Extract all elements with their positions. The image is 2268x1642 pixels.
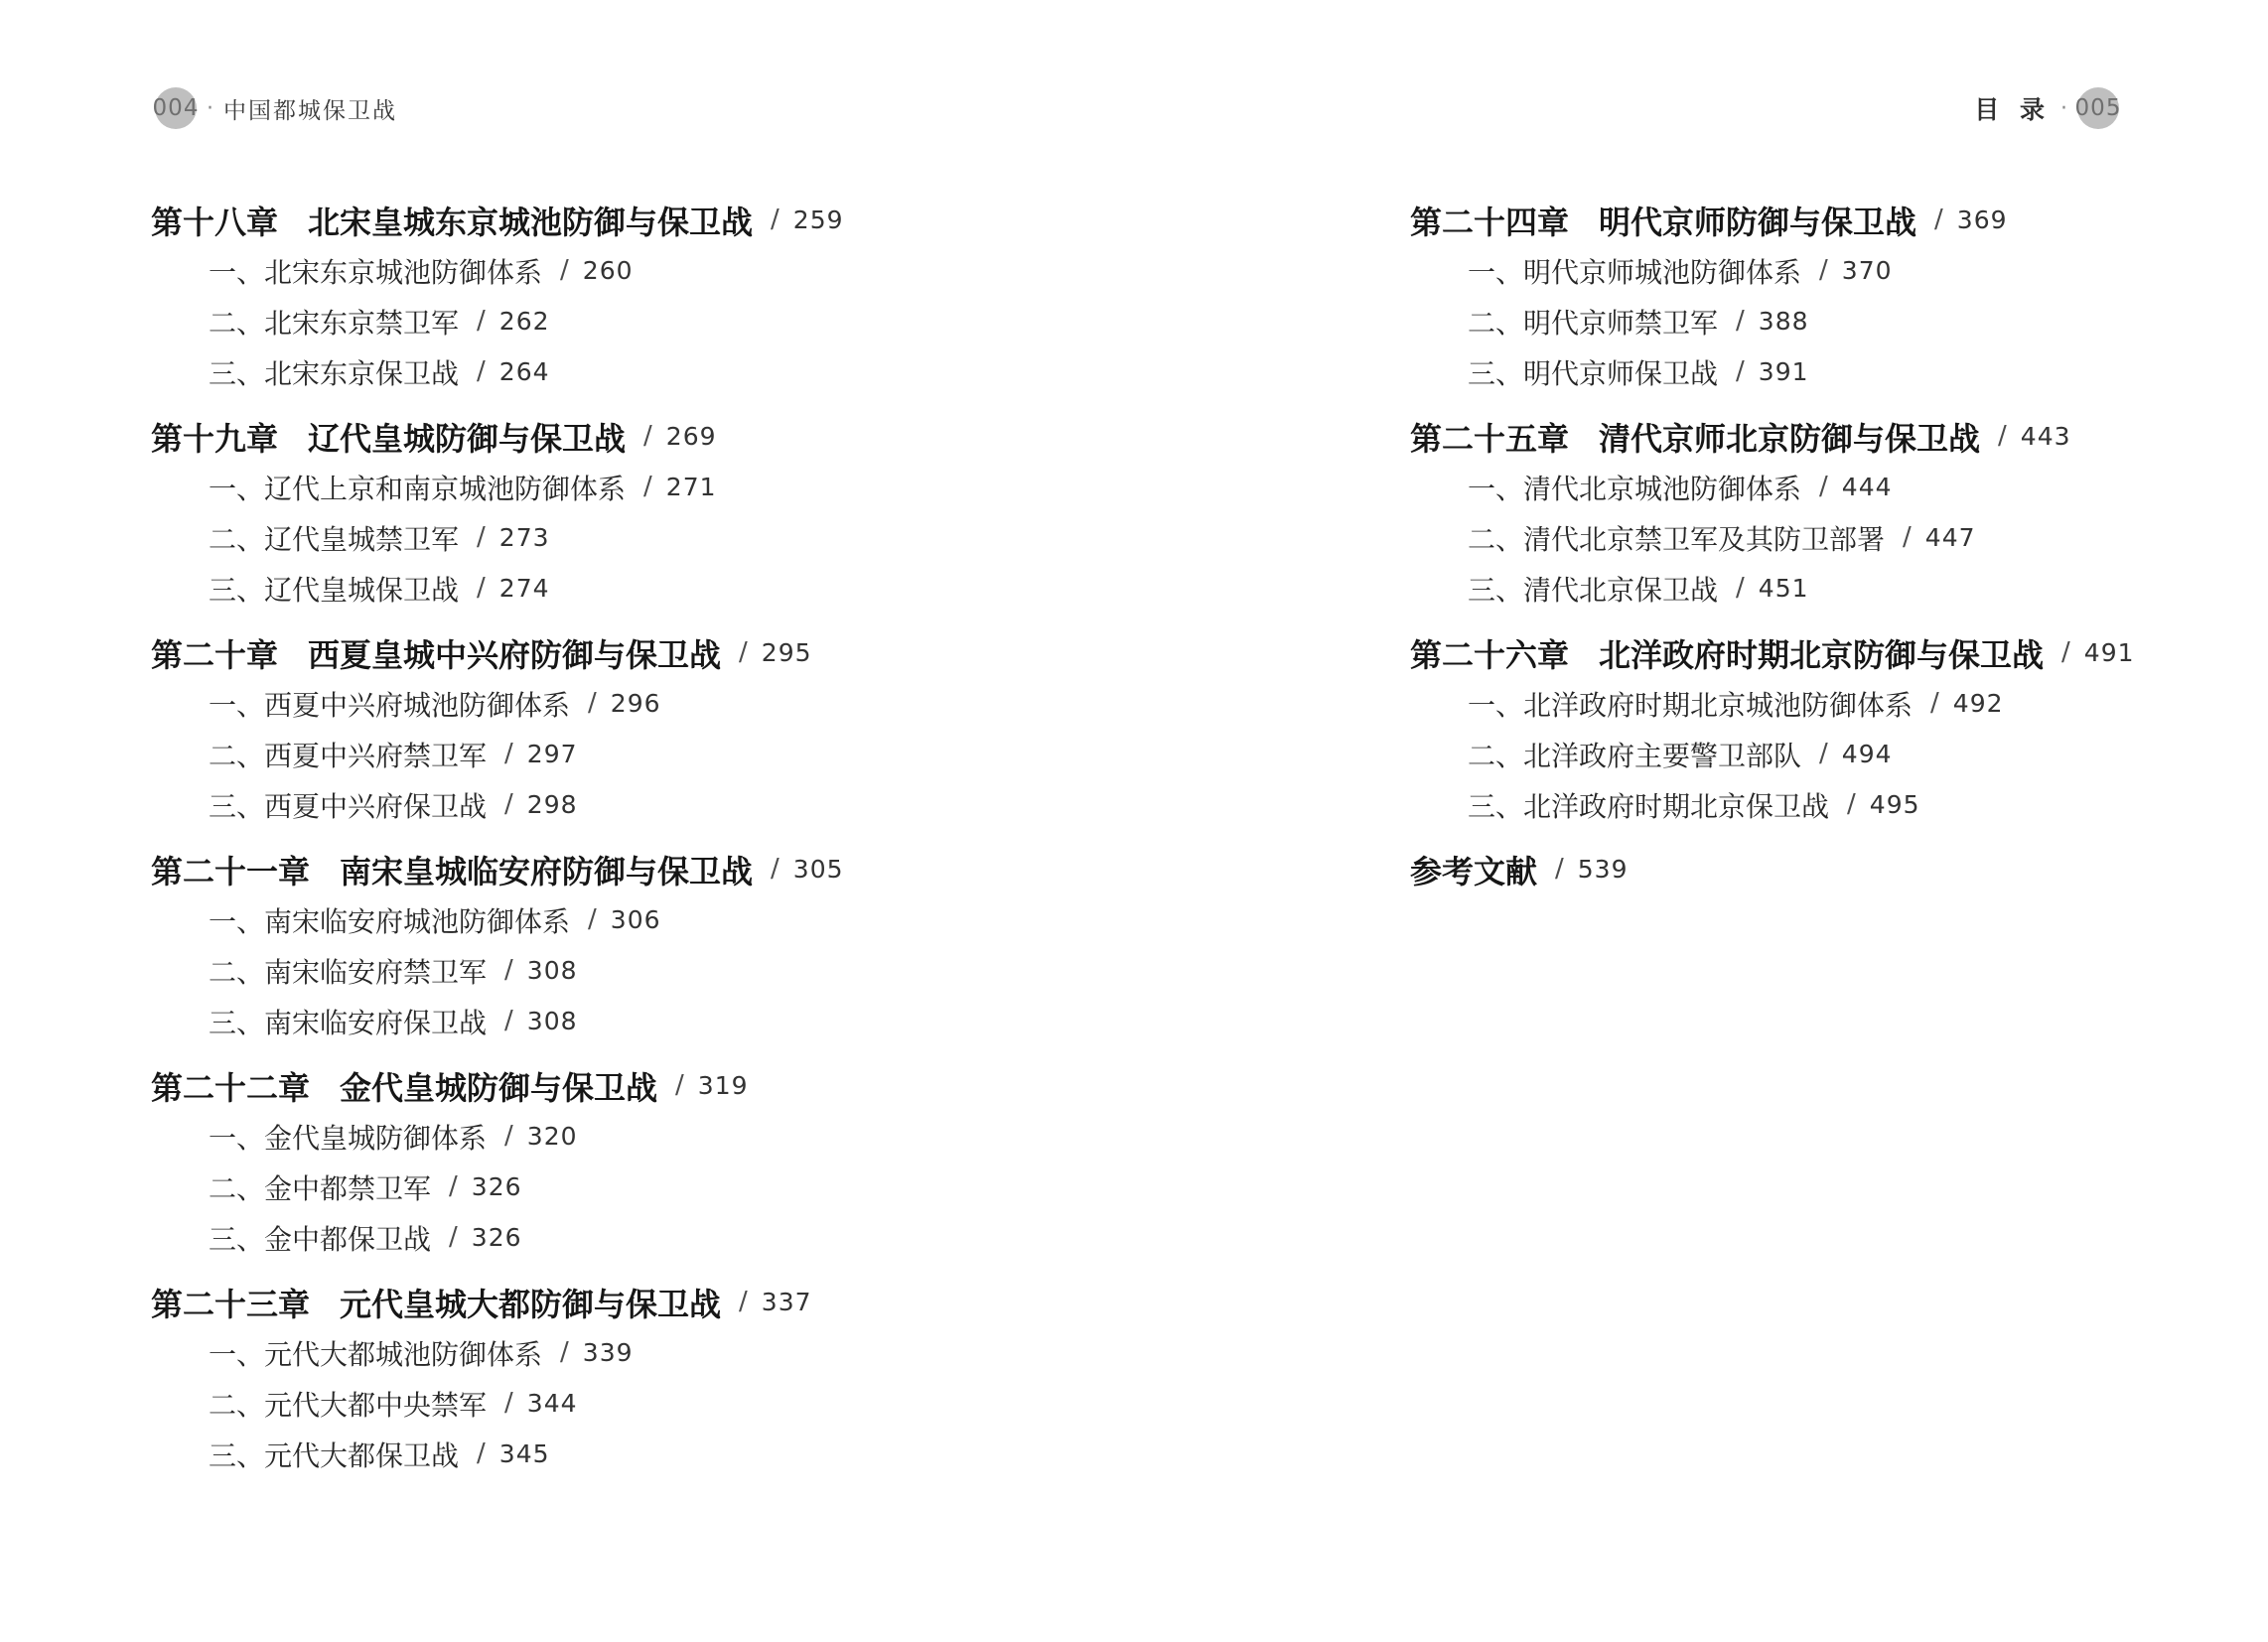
sub-item-label: 二、 xyxy=(1468,522,1524,556)
sub-item-label: 一、 xyxy=(209,255,265,289)
page-separator: / xyxy=(1998,420,2007,451)
sub-item-label: 二、 xyxy=(209,522,265,556)
chapter-row xyxy=(151,195,844,245)
sub-item-label: 一、 xyxy=(1468,255,1524,289)
toc-sub-row xyxy=(151,1162,844,1212)
chapter-row xyxy=(151,627,844,678)
page-number: 262 xyxy=(498,307,550,336)
page-number: 274 xyxy=(498,574,550,603)
sub-item-title: 南宋临安府城池防御体系 xyxy=(264,904,571,938)
right-page-header xyxy=(1974,87,2122,129)
toc-sub-row xyxy=(151,779,844,830)
page-separator: / xyxy=(771,853,780,884)
page-number: 260 xyxy=(582,256,634,285)
sub-item-title: 金代皇城防御体系 xyxy=(264,1121,488,1155)
page-separator: / xyxy=(1930,687,1939,718)
page-separator: / xyxy=(504,1005,513,1035)
sub-item-label: 二、 xyxy=(209,1388,265,1422)
chapter-title: 元代皇城大都防御与保卫战 xyxy=(340,1285,722,1323)
chapter-title: 金代皇城防御与保卫战 xyxy=(340,1068,658,1107)
sub-item-label: 一、 xyxy=(1468,472,1524,505)
sub-item-title: 明代京师城池防御体系 xyxy=(1523,255,1802,289)
chapter-number: 第二十四章 xyxy=(1410,203,1570,241)
toc-sub-row xyxy=(1410,462,2135,512)
sub-item-title: 金中都禁卫军 xyxy=(264,1171,432,1205)
folio-badge-left: 004 xyxy=(155,87,197,129)
toc-sub-row xyxy=(1410,296,2135,346)
chapter-number: 第十八章 xyxy=(151,203,279,241)
sub-item-label: 一、 xyxy=(209,904,265,938)
chapter-title: 明代京师防御与保卫战 xyxy=(1599,203,1917,241)
sub-item-label: 二、 xyxy=(1468,739,1524,772)
page-number: 388 xyxy=(1758,307,1809,336)
page-number: 308 xyxy=(526,1007,578,1035)
page-separator: / xyxy=(504,738,513,768)
toc-sub-row xyxy=(1410,678,2135,729)
page-number: 494 xyxy=(1841,740,1893,768)
page-separator: / xyxy=(1736,572,1745,603)
page-separator: / xyxy=(675,1069,684,1100)
sub-item-label: 一、 xyxy=(209,688,265,722)
sub-item-title: 元代大都中央禁军 xyxy=(264,1388,488,1422)
page-separator: / xyxy=(477,521,486,552)
page-separator: / xyxy=(449,1221,458,1252)
toc-sub-row xyxy=(151,1327,844,1378)
toc-sub-row xyxy=(151,512,844,563)
chapter-number: 第二十三章 xyxy=(151,1285,311,1323)
sub-item-label: 三、 xyxy=(209,789,265,823)
references-row xyxy=(1410,844,2135,894)
page-number: 305 xyxy=(792,855,844,884)
page-number: 297 xyxy=(526,740,578,768)
chapter-row xyxy=(151,1060,844,1111)
page-number: 391 xyxy=(1758,357,1809,386)
chapter-row xyxy=(151,411,844,462)
chapter-row xyxy=(1410,195,2135,245)
page-separator: / xyxy=(739,1286,748,1316)
page-number: 319 xyxy=(697,1071,749,1100)
references-title: 参考文献 xyxy=(1410,852,1538,890)
sub-item-title: 西夏中兴府城池防御体系 xyxy=(264,688,571,722)
page-separator: / xyxy=(2061,636,2070,667)
sub-item-label: 二、 xyxy=(209,739,265,772)
page-number: 320 xyxy=(526,1122,578,1151)
page-separator: / xyxy=(504,1387,513,1418)
sub-item-title: 南宋临安府保卫战 xyxy=(264,1006,488,1039)
sub-item-label: 三、 xyxy=(209,573,265,607)
page-number: 337 xyxy=(761,1288,812,1316)
page-number: 369 xyxy=(1956,205,2008,234)
sub-item-title: 元代大都保卫战 xyxy=(264,1438,460,1472)
page-number: 447 xyxy=(1924,523,1976,552)
toc-sub-row xyxy=(1410,779,2135,830)
page-number: 326 xyxy=(471,1223,522,1252)
page-separator: / xyxy=(739,636,748,667)
toc-sub-row xyxy=(1410,729,2135,779)
page-separator: / xyxy=(1819,471,1828,501)
page-separator: / xyxy=(504,788,513,819)
page-number: 370 xyxy=(1841,256,1893,285)
toc-left-column xyxy=(151,181,844,1479)
chapter-number: 第二十章 xyxy=(151,635,279,674)
sub-item-title: 西夏中兴府禁卫军 xyxy=(264,739,488,772)
toc-sub-row xyxy=(1410,563,2135,614)
page-number: 443 xyxy=(2020,422,2071,451)
sub-item-title: 明代京师保卫战 xyxy=(1523,356,1719,390)
sub-item-label: 一、 xyxy=(209,1337,265,1371)
page-separator: / xyxy=(1903,521,1912,552)
page-separator: / xyxy=(588,903,597,934)
chapter-row xyxy=(151,844,844,894)
page-separator: / xyxy=(1934,204,1943,234)
chapter-row xyxy=(1410,627,2135,678)
page-separator: / xyxy=(477,355,486,386)
sub-item-title: 明代京师禁卫军 xyxy=(1523,306,1719,340)
page-number: 306 xyxy=(610,905,661,934)
toc-sub-row xyxy=(151,729,844,779)
page-separator: / xyxy=(1736,305,1745,336)
page-separator: / xyxy=(643,420,652,451)
sub-item-title: 清代北京城池防御体系 xyxy=(1523,472,1802,505)
page-separator: / xyxy=(771,204,780,234)
chapter-number: 第二十一章 xyxy=(151,852,311,890)
page-separator: / xyxy=(560,254,569,285)
header-separator-dot: · xyxy=(2060,95,2067,121)
toc-sub-row xyxy=(151,1429,844,1479)
page-number: 271 xyxy=(665,473,717,501)
page-separator: / xyxy=(1555,853,1564,884)
page-separator: / xyxy=(643,471,652,501)
page-separator: / xyxy=(1736,355,1745,386)
page-separator: / xyxy=(477,572,486,603)
sub-item-title: 辽代皇城禁卫军 xyxy=(264,522,460,556)
sub-item-label: 三、 xyxy=(209,1006,265,1039)
sub-item-label: 三、 xyxy=(1468,789,1524,823)
sub-item-title: 元代大都城池防御体系 xyxy=(264,1337,543,1371)
sub-item-title: 北宋东京禁卫军 xyxy=(264,306,460,340)
sub-item-label: 一、 xyxy=(209,1121,265,1155)
sub-item-label: 三、 xyxy=(209,1438,265,1472)
sub-item-title: 辽代皇城保卫战 xyxy=(264,573,460,607)
sub-item-title: 北宋东京城池防御体系 xyxy=(264,255,543,289)
page-separator: / xyxy=(588,687,597,718)
chapter-title: 清代京师北京防御与保卫战 xyxy=(1599,419,1981,458)
toc-sub-row xyxy=(1410,245,2135,296)
sub-item-label: 三、 xyxy=(1468,356,1524,390)
left-page-header xyxy=(152,87,397,129)
toc-sub-row xyxy=(151,563,844,614)
page-number: 451 xyxy=(1758,574,1809,603)
page-number: 495 xyxy=(1869,790,1920,819)
sub-item-label: 三、 xyxy=(209,356,265,390)
chapter-number: 第十九章 xyxy=(151,419,279,458)
page-number: 269 xyxy=(665,422,717,451)
page-number: 539 xyxy=(1577,855,1629,884)
toc-sub-row xyxy=(151,1378,844,1429)
page-number: 264 xyxy=(498,357,550,386)
toc-sub-row xyxy=(151,462,844,512)
page-separator: / xyxy=(504,1120,513,1151)
toc-sub-row xyxy=(151,245,844,296)
page-number: 295 xyxy=(761,638,812,667)
sub-item-title: 金中都保卫战 xyxy=(264,1222,432,1256)
toc-right-column xyxy=(1410,181,2135,894)
chapter-title: 北洋政府时期北京防御与保卫战 xyxy=(1599,635,2045,674)
page-number: 298 xyxy=(526,790,578,819)
sub-item-title: 西夏中兴府保卫战 xyxy=(264,789,488,823)
toc-sub-row xyxy=(151,996,844,1046)
toc-sub-row xyxy=(151,1111,844,1162)
sub-item-label: 三、 xyxy=(209,1222,265,1256)
sub-item-label: 二、 xyxy=(209,306,265,340)
chapter-title: 北宋皇城东京城池防御与保卫战 xyxy=(308,203,754,241)
toc-sub-row xyxy=(1410,512,2135,563)
sub-item-title: 南宋临安府禁卫军 xyxy=(264,955,488,989)
page-number: 308 xyxy=(526,956,578,985)
page-number: 326 xyxy=(471,1172,522,1201)
toc-sub-row xyxy=(151,1212,844,1263)
page-separator: / xyxy=(1819,738,1828,768)
toc-sub-row xyxy=(151,945,844,996)
chapter-title: 南宋皇城临安府防御与保卫战 xyxy=(340,852,754,890)
chapter-row xyxy=(151,1277,844,1327)
page-separator: / xyxy=(504,954,513,985)
sub-item-title: 辽代上京和南京城池防御体系 xyxy=(264,472,627,505)
toc-sub-row xyxy=(151,678,844,729)
chapter-title: 辽代皇城防御与保卫战 xyxy=(308,419,627,458)
sub-item-title: 清代北京保卫战 xyxy=(1523,573,1719,607)
page-separator: / xyxy=(560,1336,569,1367)
page-separator: / xyxy=(477,305,486,336)
page-number: 339 xyxy=(582,1338,634,1367)
toc-sub-row xyxy=(151,296,844,346)
sub-item-title: 北宋东京保卫战 xyxy=(264,356,460,390)
toc-sub-row xyxy=(151,346,844,397)
toc-sub-row xyxy=(1410,346,2135,397)
page-number: 259 xyxy=(792,205,844,234)
sub-item-label: 三、 xyxy=(1468,573,1524,607)
sub-item-label: 二、 xyxy=(209,1171,265,1205)
header-separator-dot: · xyxy=(207,95,213,121)
sub-item-title: 北洋政府时期北京城池防御体系 xyxy=(1523,688,1914,722)
sub-item-title: 北洋政府时期北京保卫战 xyxy=(1523,789,1830,823)
folio-badge-right: 005 xyxy=(2077,87,2119,129)
page-number: 444 xyxy=(1841,473,1893,501)
chapter-number: 第二十五章 xyxy=(1410,419,1570,458)
page-number: 492 xyxy=(1952,689,2004,718)
page-separator: / xyxy=(477,1437,486,1468)
sub-item-label: 一、 xyxy=(209,472,265,505)
chapter-title: 西夏皇城中兴府防御与保卫战 xyxy=(308,635,722,674)
sub-item-title: 北洋政府主要警卫部队 xyxy=(1523,739,1802,772)
chapter-number: 第二十二章 xyxy=(151,1068,311,1107)
page-separator: / xyxy=(449,1170,458,1201)
page-number: 491 xyxy=(2083,638,2135,667)
toc-section-title: 目 录 xyxy=(1974,95,2051,124)
page-number: 273 xyxy=(498,523,550,552)
chapter-row xyxy=(1410,411,2135,462)
sub-item-label: 二、 xyxy=(209,955,265,989)
chapter-number: 第二十六章 xyxy=(1410,635,1570,674)
book-title: 中国都城保卫战 xyxy=(223,97,397,124)
sub-item-label: 二、 xyxy=(1468,306,1524,340)
toc-sub-row xyxy=(151,894,844,945)
sub-item-label: 一、 xyxy=(1468,688,1524,722)
page-number: 296 xyxy=(610,689,661,718)
sub-item-title: 清代北京禁卫军及其防卫部署 xyxy=(1523,522,1886,556)
page-number: 344 xyxy=(526,1389,578,1418)
page-number: 345 xyxy=(498,1439,550,1468)
page-separator: / xyxy=(1847,788,1856,819)
page-separator: / xyxy=(1819,254,1828,285)
